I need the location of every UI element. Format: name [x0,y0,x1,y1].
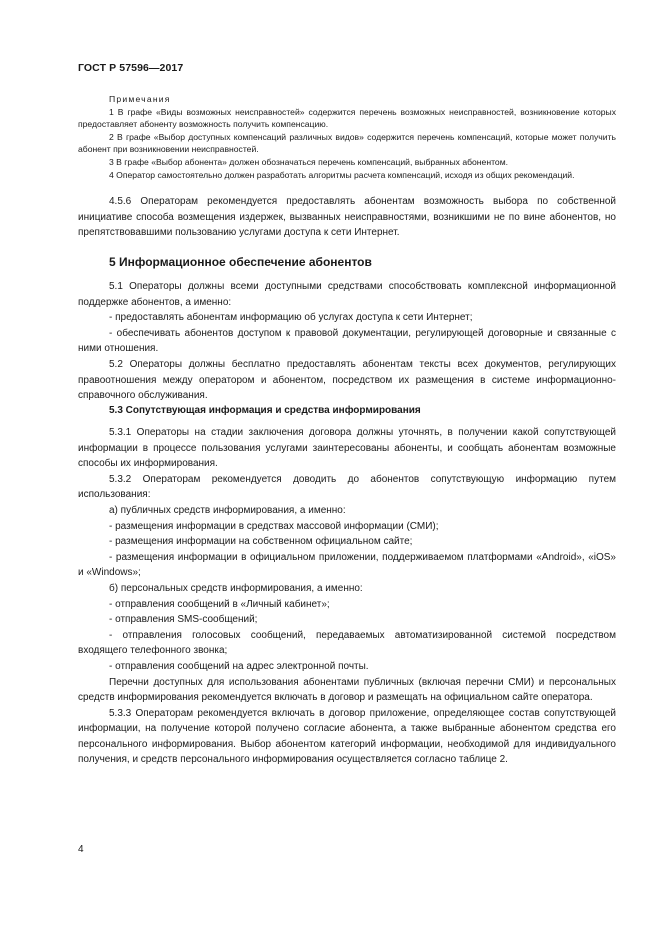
personal-means-item-3: - отправления голосовых сообщений, передаваемых автоматизированной системой посредством входящего телефонного звонка; [78,629,616,657]
clause-5-1-item-1: - предоставлять абонентам информацию об услугах доступа к сети Интернет; [109,312,473,324]
page-number: 4 [78,844,84,855]
clause-4-5-6-block [78,194,616,241]
clause-5-2: 5.2 Операторы должны бесплатно предоставлять абонентам тексты всех документов, регулирующих правоотношения между оператором и абонентом, посредством их размещения в системе информационно-справочного обслуживания. [78,358,616,402]
notes-title: Примечания [109,94,171,104]
clause-5-1-item-2: - обеспечивать абонентов доступом к правовой документации, регулирующей договорные и связанные с ними отношения. [78,327,616,355]
subsection-5-3-heading: 5.3 Сопутствующая информация и средства информирования [109,405,421,416]
means-lists-paragraph: Перечни доступных для использования абонентами публичных (включая перечни СМИ) и персональных средств информирования рекомендуется включать в договор и размещать на официальном сайте оператора. [78,676,616,704]
subsection-5-3-body [78,425,616,768]
public-means-title: а) публичных средств информирования, а именно: [109,504,346,516]
personal-means-item-4: - отправления сообщений на адрес электронной почты. [109,660,369,672]
standard-header: ГОСТ Р 57596—2017 [78,62,184,74]
personal-means-item-2: - отправления SMS-сообщений; [109,614,258,626]
clause-5-3-1: 5.3.1 Операторы на стадии заключения договора должны уточнять, в получении какой сопутствующей информации в процессе пользования услугами заинтересованы абоненты, и сообщать абонентам возможные способы их информирования. [78,427,616,470]
notes-block [78,93,616,181]
note-2: 2 В графе «Выбор доступных компенсаций различных видов» содержится перечень компенсаций, которые может получить абонент при возникновении неисправностей. [78,131,616,155]
note-3: 3 В графе «Выбор абонента» должен обозначаться перечень компенсаций, выбранных абонентом. [109,156,508,167]
section-5-heading: 5 Информационное обеспечение абонентов [109,255,372,269]
public-means-item-3: - размещения информации в официальном приложении, поддерживаемом платформами «Android», «iOS» и «Windows»; [78,551,616,579]
section-5-intro [78,279,616,404]
clause-5-1: 5.1 Операторы должны всеми доступными средствами способствовать комплексной информационной поддержке абонентов, а именно: [78,281,616,308]
clause-4-5-6: 4.5.6 Операторам рекомендуется предоставлять абонентам возможность выбора по собственной инициативе способа возмещения издержек, вызванных неисправностями, возникшими не по вине абонентов, но препятствовавшими пользованию услугами доступа к сети Интернет. [78,196,616,239]
personal-means-title: б) персональных средств информирования, а именно: [109,582,363,594]
clause-5-3-3: 5.3.3 Операторам рекомендуется включать в договор приложение, определяющее состав сопутствующей информации, на получение которой получено согласие абонента, а также выбранные абонентом средства его персонального информирования. Выбор абонентом категорий информации, необходимой для индивидуального получения, и средств персонального информирования осуществляется согласно таблице 2. [78,707,616,766]
personal-means-item-1: - отправления сообщений в «Личный кабинет»; [109,598,330,610]
public-means-item-1: - размещения информации в средствах массовой информации (СМИ); [109,520,439,532]
note-1: 1 В графе «Виды возможных неисправностей» содержится перечень возможных неисправностей, возникновение которых предоставляет абоненту возможность получить компенсацию. [78,106,616,130]
public-means-item-2: - размещения информации на собственном официальном сайте; [109,536,413,548]
clause-5-3-2: 5.3.2 Операторам рекомендуется доводить до абонентов сопутствующую информацию путем использования: [78,473,616,501]
note-4: 4 Оператор самостоятельно должен разработать алгоритмы расчета компенсаций, исходя из общих рекомендаций. [109,169,575,180]
